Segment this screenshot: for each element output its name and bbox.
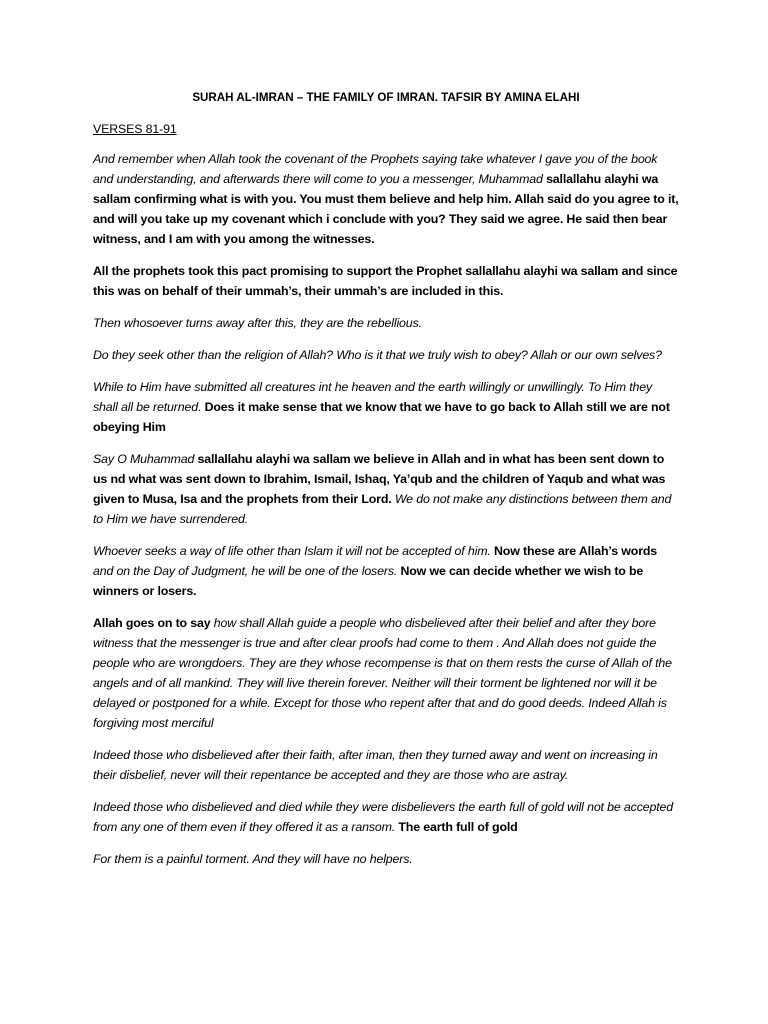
paragraph xyxy=(93,849,679,869)
paragraph xyxy=(93,149,679,249)
document-body xyxy=(93,149,679,869)
quoted-verse-text: And remember when Allah took the covenant of the Prophets saying take whatever I gave you of the book and understanding, and afterwards there will come to you a messenger, Muhammad xyxy=(93,152,658,186)
paragraph xyxy=(93,345,679,365)
paragraph xyxy=(93,377,679,437)
quoted-verse-text: how shall Allah guide a people who disbelieved after their belief and after they bore witness that the messenger is true and after clear proofs had come to them . And Allah does not guide the people who are wrongdoers. They are they whose recompense is that on them rests the curse of Allah of the angels and of all mankind. They will live therein forever. Neither will their torment be lightened nor will it be delayed or postponed for a while. Except for those who repent after that and do good deeds. Indeed Allah is forgiving most merciful xyxy=(93,616,672,730)
paragraph xyxy=(93,745,679,785)
quoted-verse-text: Indeed those who disbelieved and died while they were disbelievers the earth full of gold will not be accepted from any one of them even if they offered it as a ransom. xyxy=(93,800,674,834)
quoted-verse-text: For them is a painful torment. And they will have no helpers. xyxy=(93,852,413,866)
quoted-verse-text: Whoever seeks a way of life other than Islam it will not be accepted of him. xyxy=(93,544,494,558)
document-title: SURAH AL-IMRAN – THE FAMILY OF IMRAN. TAFSIR BY AMINA ELAHI xyxy=(192,91,580,104)
commentary-text: Allah goes on to say xyxy=(93,616,214,630)
paragraph xyxy=(93,797,679,837)
quoted-verse-text: and on the Day of Judgment, he will be one of the losers. xyxy=(93,564,401,578)
document-page xyxy=(93,88,679,881)
paragraph xyxy=(93,313,679,333)
commentary-text: Now we can decide whether we wish to be winners or losers. xyxy=(93,564,644,598)
quoted-verse-text: Indeed those who disbelieved after their faith, after iman, then they turned away and went on increasing in their disbelief, never will their repentance be accepted and they are those who are astray. xyxy=(93,748,658,782)
paragraph xyxy=(93,449,679,529)
commentary-text: sallallahu alayhi wa sallam confirming what is with you. You must them believe and help him. Allah said do you agree to it, and will you take up my covenant which i conclude with you? They said we agree. He said then bear witness, and I am with you among the witnesses. xyxy=(93,172,679,246)
commentary-text: The earth full of gold xyxy=(398,820,518,834)
paragraph xyxy=(93,541,679,601)
commentary-text: All the prophets took this pact promising to support the Prophet sallallahu alayhi wa sallam and since this was on behalf of their ummah’s, their ummah’s are included in this. xyxy=(93,264,678,298)
paragraph xyxy=(93,261,679,301)
quoted-verse-text: Do they seek other than the religion of Allah? Who is it that we truly wish to obey? Allah or our own selves? xyxy=(93,348,662,362)
commentary-text: sallallahu alayhi wa sallam we believe in Allah and in what has been sent down to us nd what was sent down to Ibrahim, Ismail, Ishaq, Ya’qub and the children of Yaqub and what was given to Musa, Isa and the prophets from their Lord. xyxy=(93,452,666,506)
quoted-verse-text: Then whosoever turns away after this, they are the rebellious. xyxy=(93,316,422,330)
quoted-verse-text: While to Him have submitted all creatures int he heaven and the earth willingly or unwillingly. To Him they shall all be returned. xyxy=(93,380,653,414)
quoted-verse-text: We do not make any distinctions between them and to Him we have surrendered. xyxy=(93,492,672,526)
quoted-verse-text: Say O Muhammad xyxy=(93,452,198,466)
commentary-text: Does it make sense that we know that we have to go back to Allah still we are not obeying Him xyxy=(93,400,670,434)
verses-heading: VERSES 81-91 xyxy=(93,122,177,136)
paragraph xyxy=(93,613,679,733)
commentary-text: Now these are Allah’s words xyxy=(493,544,658,558)
